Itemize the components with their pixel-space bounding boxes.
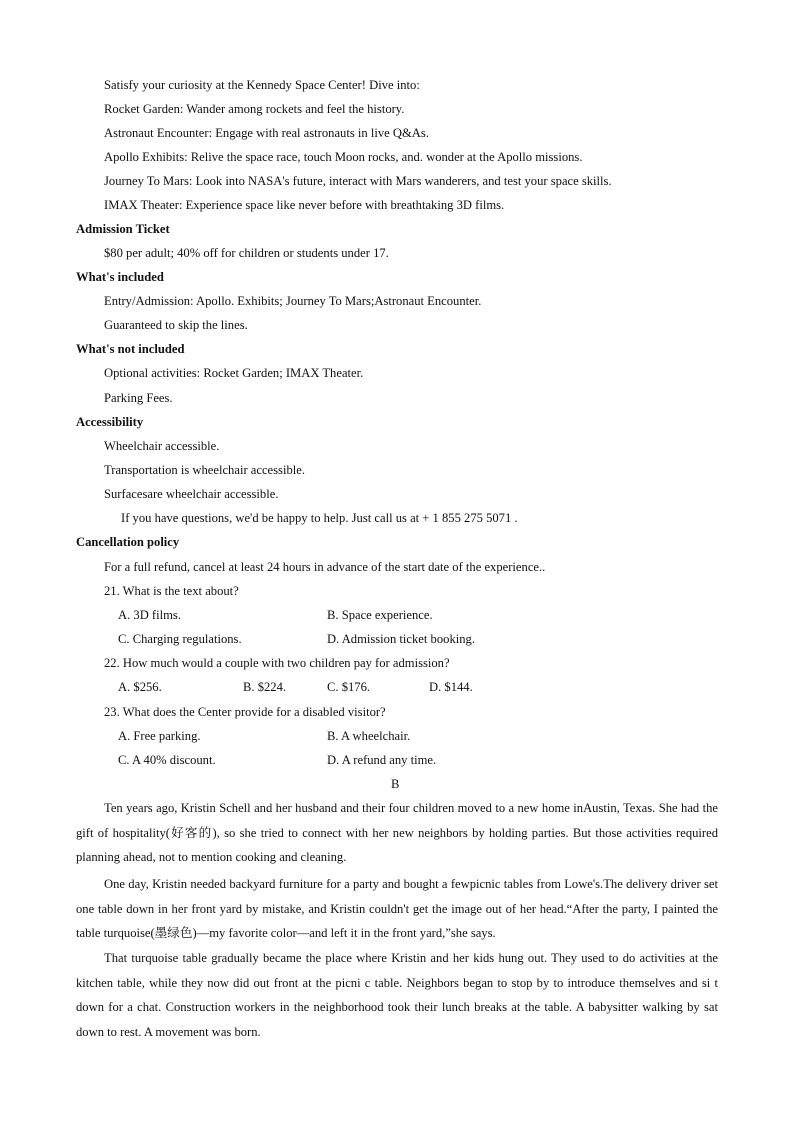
passage-paragraph: Ten years ago, Kristin Schell and her husband and their four children moved to a new home inAustin, Texas. She had the gift of hospitality(好客的), so she tried to connect with her new neighbors by holding parties. But those activities required planning ahead, not to mention cooking and cleaning. xyxy=(76,801,718,865)
passage-paragraph: One day, Kristin needed backyard furniture for a party and bought a fewpicnic tables from Lowe's.The delivery driver set one table down in her front yard by mistake, and Kristin couldn't get the image out of her head.“After the party, I painted the table turquoise(墨绿色)—my favorite color—and left it in the front yard,”she says. xyxy=(76,877,718,941)
option-d: D. $144. xyxy=(429,680,473,694)
option-a: A. Free parking. xyxy=(118,729,201,743)
cancellation-text: For a full refund, cancel at least 24 hours in advance of the start date of the experience.. xyxy=(104,560,546,574)
admission-heading: Admission Ticket xyxy=(76,222,170,236)
accessibility-line: Surfacesare wheelchair accessible. xyxy=(104,487,279,501)
not-included-heading: What's not included xyxy=(76,342,185,356)
passage-paragraph: That turquoise table gradually became the place where Kristin and her kids hung out. They used to do activities at the kitchen table, while they now did out front at the picni c table. Neighbors began to stop by to introduce themselves and si t down for a chat. Construction workers in the neighborhood took their lunch breaks at the table. A babysitter walking by sat down to rest. A movement was born. xyxy=(76,951,718,1039)
question-stem: 22. How much would a couple with two children pay for admission? xyxy=(104,656,450,670)
cancellation-heading: Cancellation policy xyxy=(76,535,180,549)
included-line: Guaranteed to skip the lines. xyxy=(104,318,248,332)
accessibility-line: Transportation is wheelchair accessible. xyxy=(104,463,305,477)
intro-journey-to-mars: Journey To Mars: Look into NASA's future, interact with Mars wanderers, and test your space skills. xyxy=(104,174,612,188)
admission-text: $80 per adult; 40% off for children or students under 17. xyxy=(104,246,389,260)
intro-line: Satisfy your curiosity at the Kennedy Space Center! Dive into: xyxy=(104,78,420,92)
option-b: B. $224. xyxy=(243,680,287,694)
option-c: C. Charging regulations. xyxy=(118,632,242,646)
option-c: C. $176. xyxy=(327,680,371,694)
option-b: B. Space experience. xyxy=(327,608,433,622)
intro-rocket-garden: Rocket Garden: Wander among rockets and feel the history. xyxy=(104,102,405,116)
question-stem: 23. What does the Center provide for a disabled visitor? xyxy=(104,705,386,719)
contact-line: If you have questions, we'd be happy to help. Just call us at + 1 855 275 5071 . xyxy=(121,511,518,525)
not-included-line: Optional activities: Rocket Garden; IMAX Theater. xyxy=(104,366,364,380)
intro-imax-theater: IMAX Theater: Experience space like never before with breathtaking 3D films. xyxy=(104,198,505,212)
option-c: C. A 40% discount. xyxy=(118,753,216,767)
option-b: B. A wheelchair. xyxy=(327,729,411,743)
accessibility-heading: Accessibility xyxy=(76,415,144,429)
option-d: D. Admission ticket booking. xyxy=(327,632,475,646)
intro-astronaut-encounter: Astronaut Encounter: Engage with real astronauts in live Q&As. xyxy=(104,126,429,140)
question-stem: 21. What is the text about? xyxy=(104,584,239,598)
included-line: Entry/Admission: Apollo. Exhibits; Journey To Mars;Astronaut Encounter. xyxy=(104,294,482,308)
section-label: B xyxy=(391,777,400,791)
included-heading: What's included xyxy=(76,270,164,284)
option-a: A. 3D films. xyxy=(118,608,181,622)
not-included-line: Parking Fees. xyxy=(104,391,173,405)
intro-apollo-exhibits: Apollo Exhibits: Relive the space race, touch Moon rocks, and. wonder at the Apollo missions. xyxy=(104,150,583,164)
option-d: D. A refund any time. xyxy=(327,753,437,767)
accessibility-line: Wheelchair accessible. xyxy=(104,439,220,453)
option-a: A. $256. xyxy=(118,680,162,694)
